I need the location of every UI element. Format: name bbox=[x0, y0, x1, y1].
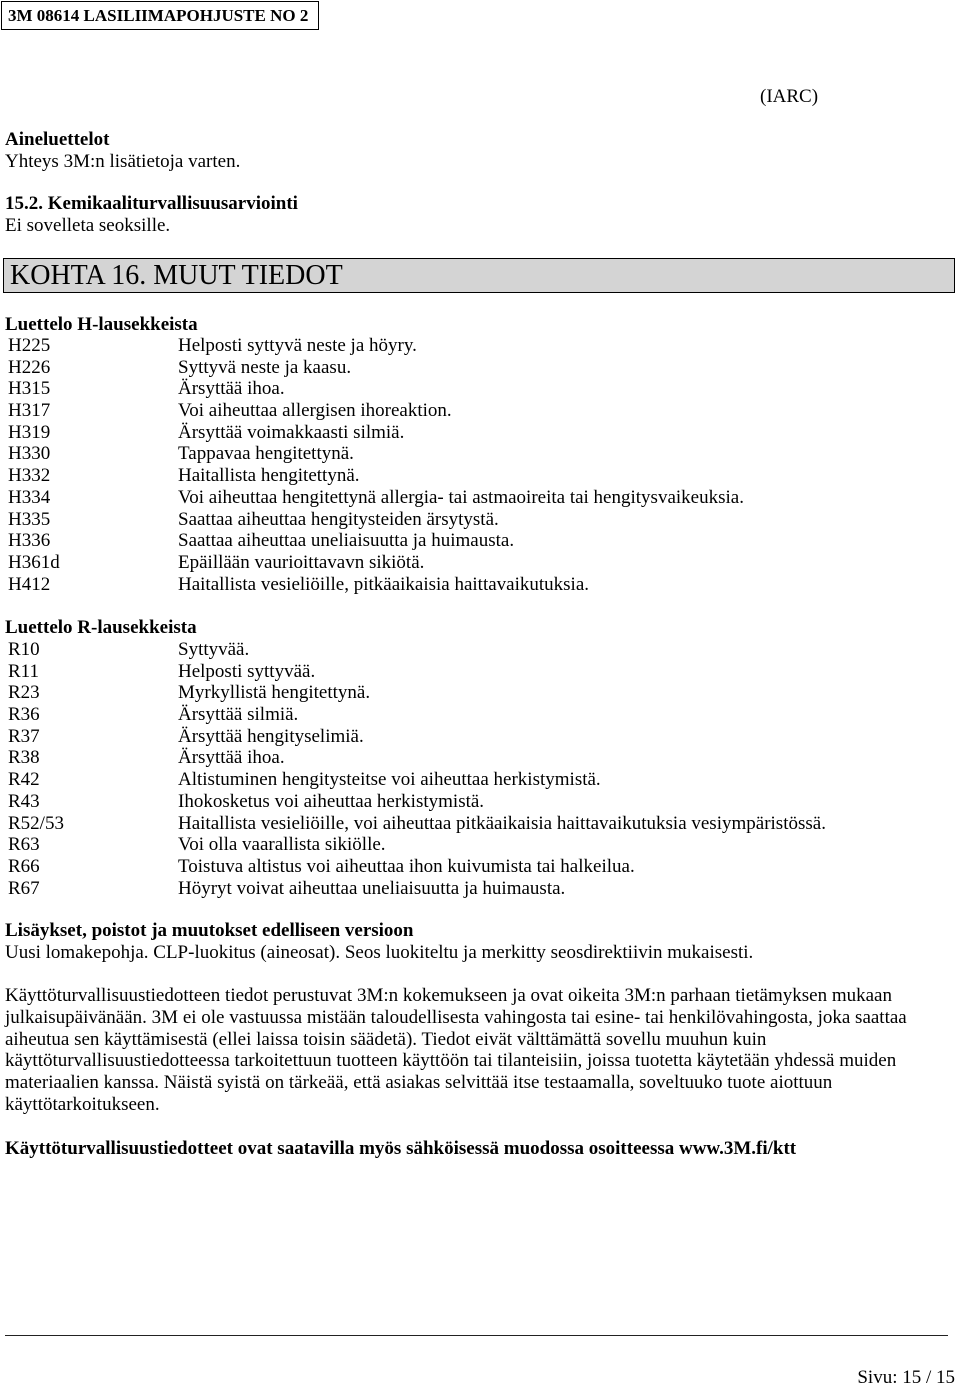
chemical-safety-block bbox=[5, 193, 298, 236]
r-phrase-text: Helposti syttyvää. bbox=[178, 660, 316, 682]
h-statement-code: H334 bbox=[8, 486, 51, 508]
r-phrase-row bbox=[8, 856, 826, 878]
h-statement-text: Syttyvä neste ja kaasu. bbox=[178, 356, 352, 378]
h-statement-row bbox=[8, 509, 744, 531]
r-phrase-text: Toistuva altistus voi aiheuttaa ihon kuivumista tai halkeilua. bbox=[178, 855, 635, 877]
h-statement-text: Saattaa aiheuttaa hengitysteiden ärsytystä. bbox=[178, 508, 499, 530]
r-phrase-code: R23 bbox=[8, 682, 40, 704]
h-statement-code: H315 bbox=[8, 378, 51, 400]
r-phrase-code: R11 bbox=[8, 660, 39, 682]
inventories-text: Yhteys 3M:n lisätietoja varten. bbox=[5, 150, 241, 172]
r-phrase-code: R37 bbox=[8, 725, 40, 747]
revisions-block bbox=[5, 920, 753, 963]
h-statement-row bbox=[8, 530, 744, 552]
r-phrase-code: R63 bbox=[8, 834, 40, 856]
h-statement-text: Epäillään vaurioittavavn sikiötä. bbox=[178, 551, 425, 573]
inventories-block bbox=[5, 129, 240, 172]
h-statement-text: Ärsyttää voimakkaasti silmiä. bbox=[178, 421, 405, 443]
page-label: Sivu: bbox=[857, 1367, 898, 1388]
disclaimer-line: aiheutua sen käyttämisestä (ellei laissa toisin säädetä). Tiedot eivät välttämättä sovellu muuhun kuin bbox=[5, 1028, 767, 1050]
inventories-heading: Aineluettelot bbox=[5, 129, 110, 150]
r-phrase-code: R67 bbox=[8, 877, 40, 899]
h-statement-list bbox=[8, 335, 744, 595]
h-statement-row bbox=[8, 422, 744, 444]
r-phrase-code: R52/53 bbox=[8, 812, 64, 834]
revisions-text: Uusi lomakepohja. CLP-luokitus (aineosat). Seos luokiteltu ja merkitty seosdirektiivin mukaisesti. bbox=[5, 941, 754, 963]
h-statement-code: H361d bbox=[8, 551, 60, 573]
r-phrase-list bbox=[8, 639, 826, 899]
h-statement-row bbox=[8, 465, 744, 487]
r-phrase-code: R43 bbox=[8, 790, 40, 812]
chemical-safety-text: Ei sovelleta seoksille. bbox=[5, 214, 171, 236]
h-statement-code: H317 bbox=[8, 400, 51, 422]
r-phrase-row bbox=[8, 813, 826, 835]
r-phrase-row bbox=[8, 726, 826, 748]
page-header bbox=[1, 1, 319, 30]
h-statement-code: H335 bbox=[8, 508, 51, 530]
h-statement-text: Voi aiheuttaa allergisen ihoreaktion. bbox=[178, 400, 452, 422]
section-16-header bbox=[3, 258, 955, 293]
h-statement-row bbox=[8, 487, 744, 509]
r-phrase-row bbox=[8, 878, 826, 900]
disclaimer-line: käyttötarkoitukseen. bbox=[5, 1093, 160, 1115]
h-statement-text: Haitallista hengitettynä. bbox=[178, 465, 360, 487]
r-phrase-row bbox=[8, 704, 826, 726]
h-statement-code: H330 bbox=[8, 443, 51, 465]
r-phrase-row bbox=[8, 661, 826, 683]
r-phrase-code: R36 bbox=[8, 704, 40, 726]
disclaimer-paragraph bbox=[5, 985, 907, 1116]
r-phrase-text: Voi olla vaarallista sikiölle. bbox=[178, 834, 386, 856]
h-statements-heading: Luettelo H-lausekkeista bbox=[5, 314, 198, 335]
h-statement-code: H332 bbox=[8, 465, 51, 487]
r-phrase-code: R42 bbox=[8, 769, 40, 791]
r-phrase-code: R38 bbox=[8, 747, 40, 769]
r-phrase-row bbox=[8, 791, 826, 813]
r-phrase-text: Ärsyttää ihoa. bbox=[178, 747, 285, 769]
r-phrase-row bbox=[8, 834, 826, 856]
chemical-safety-heading: 15.2. Kemikaaliturvallisuusarviointi bbox=[5, 193, 298, 214]
product-title: 3M 08614 LASILIIMAPOHJUSTE NO 2 bbox=[8, 6, 309, 25]
r-phrase-text: Ärsyttää hengityselimiä. bbox=[178, 725, 364, 747]
r-phrase-row bbox=[8, 682, 826, 704]
h-statements-heading-block bbox=[5, 314, 198, 336]
h-statement-row bbox=[8, 443, 744, 465]
r-phrases-heading-block bbox=[5, 617, 197, 639]
h-statement-text: Voi aiheuttaa hengitettynä allergia- tai astmaoireita tai hengitysvaikeuksia. bbox=[178, 486, 744, 508]
r-phrase-text: Myrkyllistä hengitettynä. bbox=[178, 682, 371, 704]
h-statement-code: H412 bbox=[8, 573, 51, 595]
h-statement-row bbox=[8, 400, 744, 422]
disclaimer-line: materiaalien kanssa. Näistä syistä on tärkeää, että asiakas selvittää itse testaamalla, soveltuuko tuote aiottuun bbox=[5, 1072, 833, 1094]
h-statement-row bbox=[8, 574, 744, 596]
page-number bbox=[857, 1367, 955, 1389]
disclaimer-line: käyttöturvallisuustiedotteessa tarkoitettuun tuotteen käyttöön tai tilanteisiin, joissa tuotetta käytetään yhdessä muiden bbox=[5, 1050, 897, 1072]
r-phrase-text: Altistuminen hengitysteitse voi aiheuttaa herkistymistä. bbox=[178, 769, 601, 791]
h-statement-text: Ärsyttää ihoa. bbox=[178, 378, 285, 400]
r-phrase-row bbox=[8, 769, 826, 791]
r-phrase-row bbox=[8, 747, 826, 769]
disclaimer-line: julkaisupäivänään. 3M ei ole vastuussa mistään taloudellisesta vahingosta tai esine- tai henkilövahingosta, joka saattaa bbox=[5, 1006, 907, 1028]
r-phrase-text: Ihokosketus voi aiheuttaa herkistymistä. bbox=[178, 790, 485, 812]
total-pages: 15 bbox=[936, 1367, 955, 1388]
disclaimer-line: Käyttöturvallisuustiedotteen tiedot perustuvat 3M:n kokemukseen ja ovat oikeita 3M:n parhaan tietämyksen mukaan bbox=[5, 985, 892, 1006]
h-statement-code: H226 bbox=[8, 356, 51, 378]
h-statement-text: Tappavaa hengitettynä. bbox=[178, 443, 354, 465]
h-statement-row bbox=[8, 552, 744, 574]
current-page: 15 bbox=[902, 1367, 922, 1388]
revisions-heading: Lisäykset, poistot ja muutokset edelliseen versioon bbox=[5, 920, 414, 941]
r-phrases-heading: Luettelo R-lausekkeista bbox=[5, 617, 197, 638]
electronic-availability-note: Käyttöturvallisuustiedotteet ovat saatavilla myös sähköisessä muodossa osoitteessa www.3M.fi/ktt bbox=[5, 1138, 797, 1159]
r-phrase-text: Höyryt voivat aiheuttaa uneliaisuutta ja huimausta. bbox=[178, 877, 566, 899]
r-phrase-text: Ärsyttää silmiä. bbox=[178, 704, 299, 726]
h-statement-text: Saattaa aiheuttaa uneliaisuutta ja huimausta. bbox=[178, 530, 515, 552]
section-16-title: KOHTA 16. MUUT TIEDOT bbox=[10, 260, 343, 291]
r-phrase-row bbox=[8, 639, 826, 661]
h-statement-row bbox=[8, 378, 744, 400]
h-statement-code: H225 bbox=[8, 335, 51, 356]
iarc-label: (IARC) bbox=[760, 86, 819, 107]
r-phrase-code: R66 bbox=[8, 855, 40, 877]
r-phrase-text: Syttyvää. bbox=[178, 639, 250, 660]
r-phrase-code: R10 bbox=[8, 639, 40, 660]
footer-divider bbox=[5, 1335, 948, 1336]
r-phrase-text: Haitallista vesieliöille, voi aiheuttaa pitkäaikaisia haittavaikutuksia vesiympäristössä. bbox=[178, 812, 826, 834]
electronic-availability-block bbox=[5, 1138, 796, 1160]
h-statement-text: Haitallista vesieliöille, pitkäaikaisia haittavaikutuksia. bbox=[178, 573, 590, 595]
h-statement-code: H336 bbox=[8, 530, 51, 552]
h-statement-text: Helposti syttyvä neste ja höyry. bbox=[178, 335, 417, 356]
page-separator: / bbox=[925, 1367, 932, 1388]
h-statement-row bbox=[8, 335, 744, 357]
h-statement-code: H319 bbox=[8, 421, 51, 443]
h-statement-row bbox=[8, 357, 744, 379]
